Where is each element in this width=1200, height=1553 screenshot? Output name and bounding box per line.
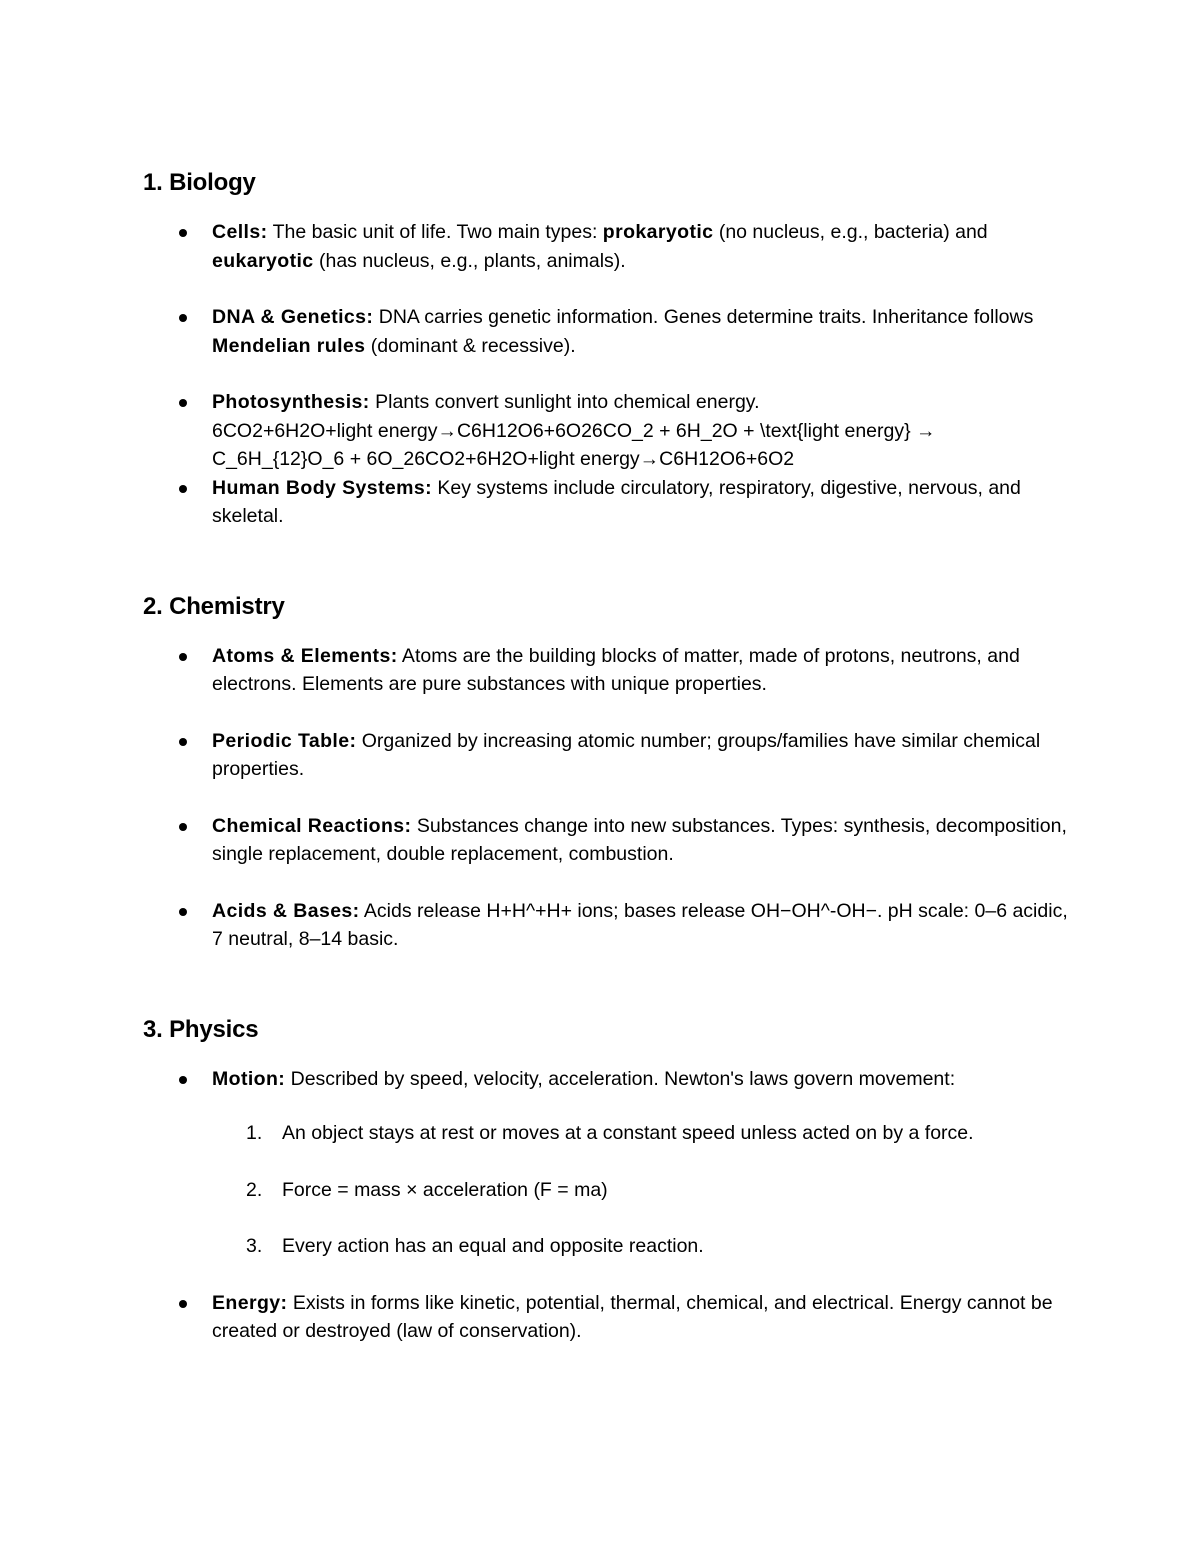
- periodic-table-text: Organized by increasing atomic number; groups/families have similar chemical properties.: [212, 729, 1041, 780]
- human-body-text: Key systems include circulatory, respiratory, digestive, nervous, and skeletal.: [212, 476, 1021, 527]
- bullet-dot: [179, 653, 187, 661]
- bullet-dot: [179, 1076, 187, 1084]
- cells-text-2: (no nucleus, e.g., bacteria) and: [713, 221, 988, 243]
- section-biology: [143, 166, 1073, 531]
- term-energy: Energy:: [212, 1291, 288, 1314]
- bullet-periodic-table: [143, 727, 1073, 784]
- section-heading-biology: 1. Biology: [143, 169, 256, 196]
- bullet-dot: [179, 399, 187, 407]
- bullet-list-physics: [143, 1065, 1073, 1346]
- bullet-dot: [179, 485, 187, 493]
- bullet-dot: [179, 314, 187, 322]
- section-heading-chemistry: 2. Chemistry: [143, 592, 285, 620]
- energy-text: Exists in forms like kinetic, potential, thermal, chemical, and electrical. Energy cannot be created or destroyed (law of conservation).: [212, 1291, 1053, 1342]
- bullet-dot: [179, 1300, 187, 1308]
- dna-text-2: (dominant & recessive).: [365, 334, 576, 357]
- bullet-atoms-elements: [143, 642, 1073, 699]
- motion-text: Described by speed, velocity, acceleration. Newton's laws govern movement:: [285, 1067, 956, 1090]
- photosynthesis-text: Plants convert sunlight into chemical energy.: [369, 391, 760, 413]
- bullet-motion: [143, 1065, 1073, 1261]
- acids-bases-text: Acids release H+H^+H+ ions; bases release OH−OH^-OH−. pH scale: 0–6 acidic, 7 neutral, 8–14 basic.: [212, 899, 1068, 950]
- bullet-dot: [179, 823, 187, 831]
- bullet-dot: [179, 738, 187, 746]
- bullet-list-biology: [143, 218, 1073, 531]
- cells-text-3: (has nucleus, e.g., plants, animals).: [313, 249, 626, 272]
- list-number: 1.: [246, 1122, 263, 1144]
- law-text: Every action has an equal and opposite reaction.: [282, 1235, 704, 1257]
- bullet-dot: [179, 908, 187, 916]
- section-physics: [143, 1013, 1073, 1346]
- document-page: [143, 166, 1073, 1374]
- term-atoms-elements: Atoms & Elements:: [212, 644, 398, 667]
- law-text: Force = mass × acceleration (F = ma): [282, 1178, 608, 1201]
- bullet-energy: [143, 1289, 1073, 1346]
- cells-text-1: The basic unit of life. Two main types:: [267, 221, 603, 243]
- list-number: 2.: [246, 1178, 263, 1201]
- bullet-chemical-reactions: [143, 812, 1073, 869]
- term-photosynthesis: Photosynthesis:: [212, 391, 370, 413]
- bullet-acids-bases: [143, 897, 1073, 954]
- term-periodic-table: Periodic Table:: [212, 729, 357, 752]
- section-chemistry: [143, 590, 1073, 954]
- bullet-cells: [143, 218, 1073, 275]
- newtons-laws-list: [143, 1119, 1073, 1261]
- photosynthesis-formula-line-1: 6CO2+6H2O+light energy→C6H12O6+6O26CO_2 + 6H_2O + \text{light energy} →: [212, 419, 936, 442]
- term-cells: Cells:: [212, 221, 268, 243]
- term-motion: Motion:: [212, 1067, 286, 1090]
- law-text: An object stays at rest or moves at a constant speed unless acted on by a force.: [282, 1122, 974, 1144]
- chemical-reactions-text: Substances change into new substances. Types: synthesis, decomposition, single replacement, double replacement, combustion.: [212, 814, 1067, 865]
- term-human-body-systems: Human Body Systems:: [212, 476, 432, 499]
- bullet-dot: [179, 229, 187, 237]
- bullet-dna-genetics: [143, 303, 1073, 360]
- bullet-human-body-systems: [143, 474, 1073, 531]
- term-acids-bases: Acids & Bases:: [212, 899, 360, 922]
- list-number: 3.: [246, 1235, 263, 1257]
- term-prokaryotic: prokaryotic: [602, 221, 714, 243]
- dna-text-1: DNA carries genetic information. Genes determine traits. Inheritance follows: [373, 306, 1034, 328]
- atoms-text: Atoms are the building blocks of matter, made of protons, neutrons, and electrons. Elements are pure substances with unique properties.: [212, 644, 1020, 695]
- bullet-photosynthesis: [143, 388, 1073, 474]
- section-heading-physics: 3. Physics: [143, 1015, 259, 1043]
- newtons-law-1: [143, 1119, 1073, 1148]
- term-chemical-reactions: Chemical Reactions:: [212, 814, 412, 837]
- term-dna-genetics: DNA & Genetics:: [212, 306, 374, 328]
- bullet-list-chemistry: [143, 642, 1073, 954]
- newtons-law-2: [143, 1176, 1073, 1205]
- photosynthesis-formula-line-2: C_6H_{12}O_6 + 6O_26CO2+6H2O+light energy→C6H12O6+6O2: [212, 448, 795, 470]
- newtons-law-3: [143, 1232, 1073, 1261]
- term-eukaryotic: eukaryotic: [212, 249, 314, 272]
- term-mendelian-rules: Mendelian rules: [212, 334, 366, 357]
